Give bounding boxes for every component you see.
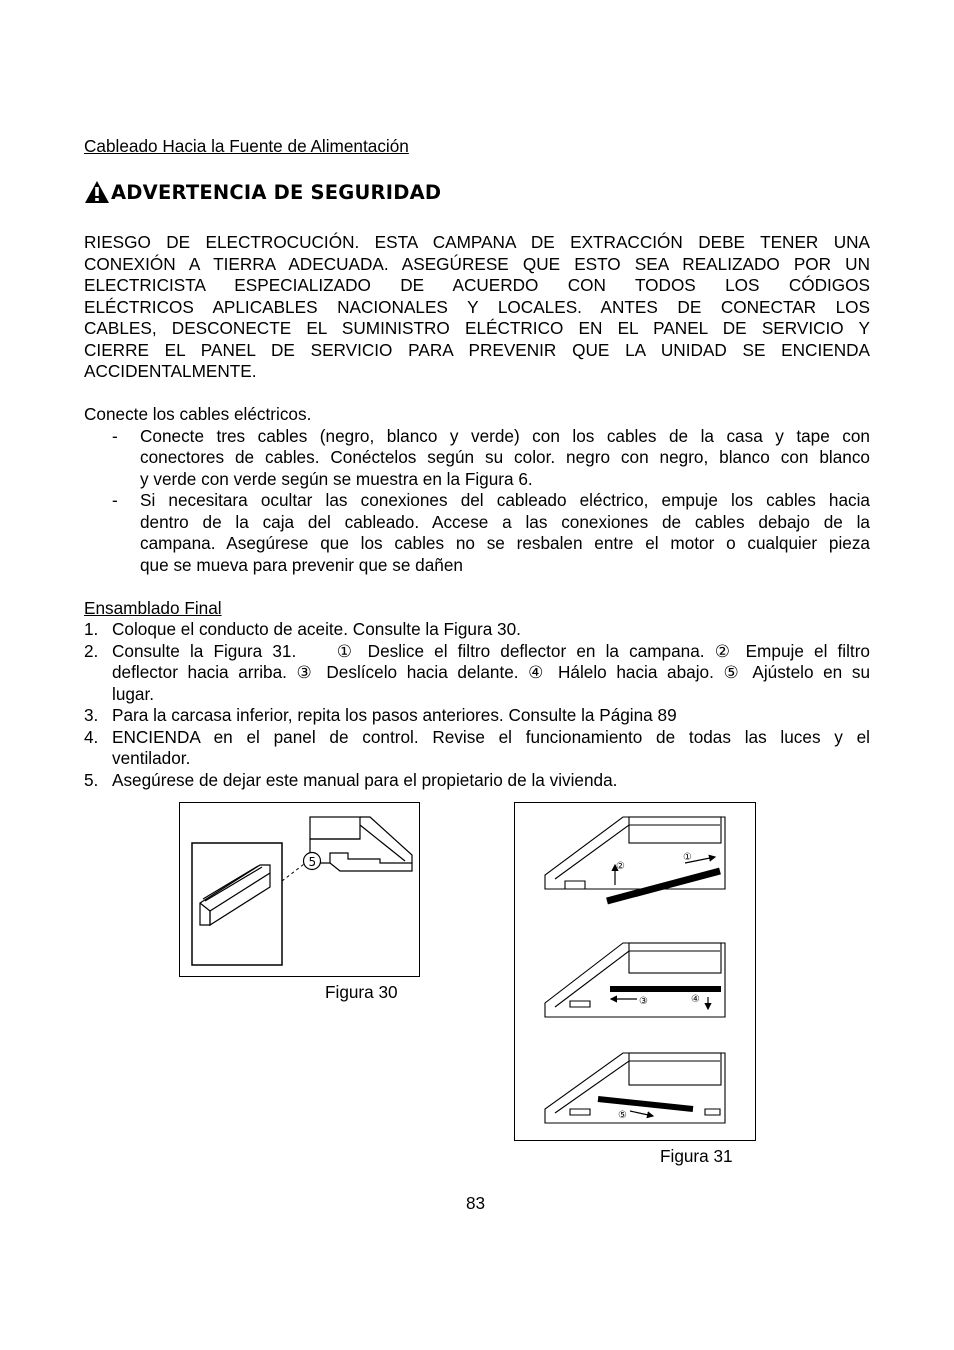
step-text: ventilador. xyxy=(112,748,191,768)
figure-31-caption: Figura 31 xyxy=(660,1146,733,1166)
marker-1: ① xyxy=(683,852,692,863)
figure-31-illustration xyxy=(514,802,756,1141)
bullet-marker: - xyxy=(112,425,118,446)
bullet-line: Conecte tres cables (negro, blanco y verde) con los cables de la casa y tape con xyxy=(140,425,870,446)
step-number: 1. xyxy=(84,619,99,639)
step-number: 3. xyxy=(84,705,99,725)
warning-line: CABLES, DESCONECTE EL SUMINISTRO ELÉCTRICO EN EL PANEL DE SERVICIO Y xyxy=(84,318,870,338)
warning-line: RIESGO DE ELECTROCUCIÓN. ESTA CAMPANA DE EXTRACCIÓN DEBE TENER UNA xyxy=(84,232,870,252)
oil-duct-drawing xyxy=(180,803,419,976)
step-text: deflector hacia arriba. ③ Deslícelo hacia delante. ④ Hálelo hacia abajo. ⑤ Ajústelo en su xyxy=(112,662,870,682)
step-text: Para la carcasa inferior, repita los pasos anteriores. Consulte la Página 89 xyxy=(112,705,677,725)
marker-5: ⑤ xyxy=(618,1110,627,1121)
step-text: Consulte la Figura 31. ① Deslice el filtro deflector en la campana. ② Empuje el filtro xyxy=(112,640,870,661)
bullet-line: que se mueva para prevenir que se dañen xyxy=(140,554,463,575)
hood-panel-2 xyxy=(545,943,725,1017)
warning-line: ELÉCTRICOS APLICABLES NACIONALES Y LOCALES. ANTES DE CONECTAR LOS xyxy=(84,296,870,317)
bullet-line: y verde con verde según se muestra en la Figura 6. xyxy=(140,468,533,489)
page-number: 83 xyxy=(466,1193,486,1213)
hood-panel-1 xyxy=(545,817,725,901)
warning-line: ACCIDENTALMENTE. xyxy=(84,361,257,381)
bullet-line: dentro de la caja del cableado. Accese a las conexiones de cables debajo de la xyxy=(140,511,870,532)
section-heading-assembly: Ensamblado Final xyxy=(84,597,222,618)
step-number: 5. xyxy=(84,769,99,790)
safety-warning-heading xyxy=(84,178,441,206)
connect-intro: Conecte los cables eléctricos. xyxy=(84,404,312,424)
marker-4: ④ xyxy=(691,994,700,1005)
bullet-line: campana. Asegúrese que los cables no se resbalen entre el motor o cualquier pieza xyxy=(140,533,870,553)
figure-30-callout: 5 xyxy=(308,855,317,869)
step-text: ENCIENDA en el panel de control. Revise el funcionamiento de todas las luces y el xyxy=(112,726,870,747)
warning-line: CONEXIÓN A TIERRA ADECUADA. ASEGÚRESE QUE ESTO SEA REALIZADO POR UN xyxy=(84,253,870,274)
warning-line: CIERRE EL PANEL DE SERVICIO PARA PREVENIR QUE LA UNIDAD SE ENCIENDA xyxy=(84,339,870,360)
step-text: Asegúrese de dejar este manual para el propietario de la vivienda. xyxy=(112,769,618,790)
step-text: lugar. xyxy=(112,683,155,704)
step-number: 2. xyxy=(84,640,99,661)
figure-30-caption: Figura 30 xyxy=(325,982,398,1002)
figure-30-illustration xyxy=(179,802,420,977)
bullet-line: Si necesitara ocultar las conexiones del cableado eléctrico, empuje los cables hacia xyxy=(140,490,870,510)
warning-line: ELECTRICISTA ESPECIALIZADO DE ACUERDO CON TODOS LOS CÓDIGOS xyxy=(84,275,870,295)
marker-2: ② xyxy=(616,861,625,872)
bullet-marker: - xyxy=(112,490,118,510)
step-number: 4. xyxy=(84,726,99,747)
warning-triangle-icon xyxy=(84,180,110,204)
bullet-line: conectores de cables. Conéctelos según su color. negro con negro, blanco con blanco xyxy=(140,447,870,467)
filter-install-drawing xyxy=(515,803,755,1140)
hood-panel-3 xyxy=(545,1053,725,1123)
marker-3: ③ xyxy=(639,996,648,1007)
step-text: Coloque el conducto de aceite. Consulte la Figura 30. xyxy=(112,619,521,639)
safety-warning-title: ADVERTENCIA DE SEGURIDAD xyxy=(111,180,442,204)
section-heading-wiring: Cableado Hacia la Fuente de Alimentación xyxy=(84,136,409,156)
